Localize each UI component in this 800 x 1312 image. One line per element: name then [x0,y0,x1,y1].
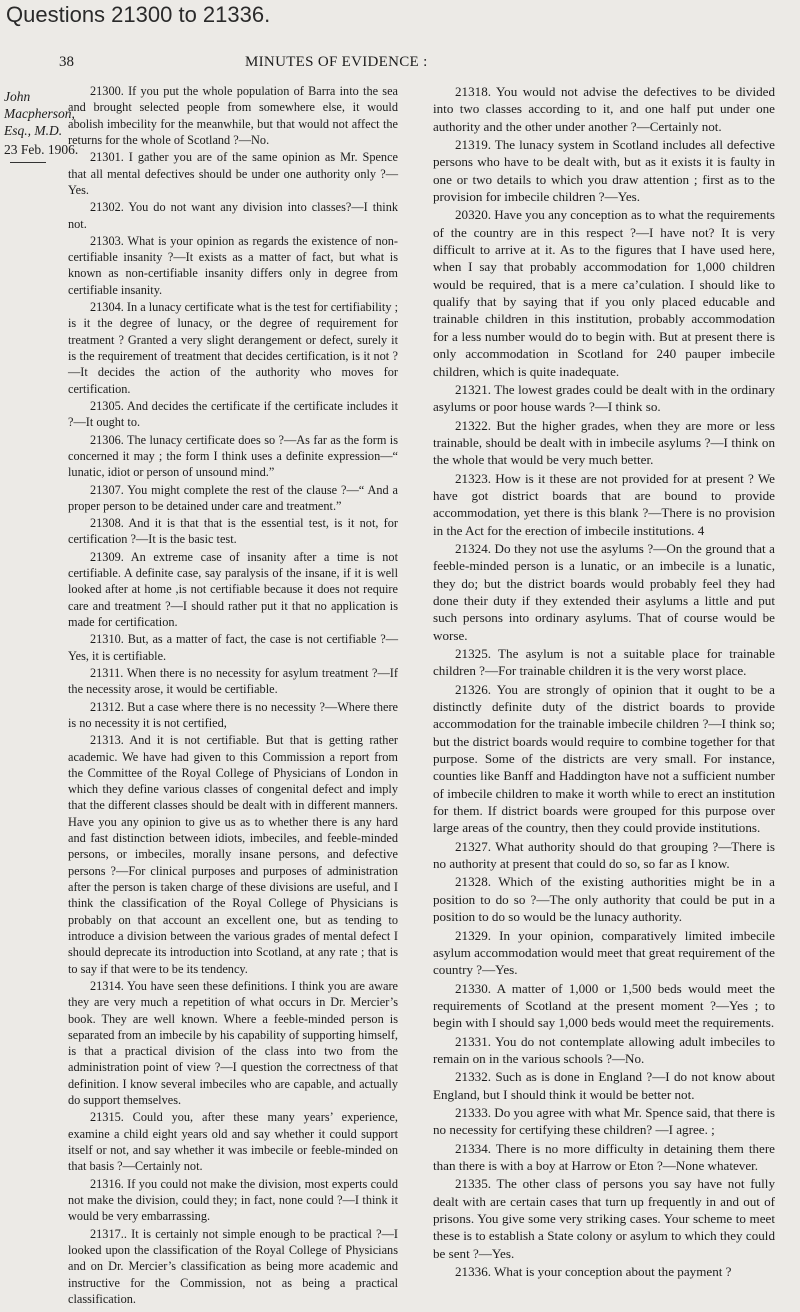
questions-range-label: Questions 21300 to 21336. [6,2,271,27]
question-paragraph: 21306. The lunacy certificate does so ?—As far as the form is concerned it may ; the form I think uses a definite expression—“ lunatic, idiot or person of unsound mind.” [68,432,398,480]
witness-name-line: Esq., M.D. [4,123,63,138]
question-paragraph: 21328. Which of the existing authorities might be in a position to do so ?—The only authority that could be put in a position to do so would be the lunacy authority. [433,874,775,925]
question-paragraph: 21334. There is no more difficulty in detaining them there than there is with a boy at Harrow or Eton ?—None whatever. [433,1140,775,1173]
question-paragraph: 21324. Do they not use the asylums ?—On the ground that a feeble-minded person is a lunatic, or an imbecile is a lunatic, they do; but the district boards would probably feel they had done their duty if they extended their asylums a little and put such persons into ordinary asylums. That of course would be worse. [433,540,775,643]
question-paragraph: 21312. But a case where there is no necessity ?—Where there is no necessity it is not certified, [68,699,398,730]
question-paragraph: 21333. Do you agree with what Mr. Spence said, that there is no necessity for certifying these children? —I agree. ; [433,1104,775,1138]
question-paragraph: 21308. And it is that that is the essential test, is it not, for certification ?—It is the basic test. [68,516,398,547]
question-paragraph: 21302. You do not want any division into classes?—I think not. [68,200,398,231]
question-paragraph: 21329. In your opinion, comparatively limited imbecile asylum accommodation would meet that great requirement of the country ?—Yes. [433,927,775,978]
witness-name-line: Macpherson, [4,106,75,121]
question-paragraph: 21327. What authority should do that grouping ?—There is no authority at present that could do so, so far as I know. [433,838,775,872]
witness-margin-note [4,88,78,163]
question-paragraph: 21301. I gather you are of the same opinion as Mr. Spence that all mental defectives should be under one authority only ?—Yes. [68,150,398,197]
question-paragraph: 21317.. It is certainly not simple enough to be practical ?—I looked upon the classification of the Royal College of Physicians and on Dr. Mercier’s classification as being more academic and instructive for the Commission, not as being a practical classification. [68,1226,398,1306]
running-title: MINUTES OF EVIDENCE : [245,54,428,70]
witness-name-line: John [4,89,31,104]
question-paragraph: 21326. You are strongly of opinion that it ought to be a distinctly definite duty of the district boards to provide accommodation for the trainable imbecile children ?—I think so; but the district boards would require to combine together for that purpose. Some of the districts are very small. For instance, counties like Banff and Haddington have not a sufficient number of imbecile children to make it worth while to erect an institution for them. If district boards were grouped for this purpose over large areas of the country, then they could provide institutions. [433,681,775,836]
question-paragraph: 21322. But the higher grades, when they are more or less trainable, should be dealt with in imbecile asylums ?—I think on the whole that would be very much better. [433,417,775,468]
question-paragraph: 21300. If you put the whole population of Barra into the sea and brought selected people from somewhere else, it would abolish imbecility for the meanwhile, but that would not affect the returns for the whole of Scotland ?—No. [68,84,398,147]
question-paragraph: 21321. The lowest grades could be dealt with in the ordinary asylums or poor house wards ?—I think so. [433,381,775,415]
question-paragraph: 21309. An extreme case of insanity after a time is not certifiable. A definite case, say paralysis of the insane, if it is well looked after at home ,is not certifiable because it does not require care and treatment ?—I should rather put it that no application is made for certification. [68,549,398,629]
right-column [433,83,775,1281]
question-paragraph: 21307. You might complete the rest of the clause ?—“ And a proper person to be detained under care and treatment.” [68,482,398,513]
left-column [68,83,398,1308]
question-paragraph: 20320. Have you any conception as to what the requirements of the country are in this respect ?—I have not? It is very difficult to arrive at it. As to the figures that I have used here, when I say that probably accommodation for 1,000 children would be required, that is a mere ca’culation. I should like to qualify that by saying that if you only placed educable and trainable children in this institution, probably accommodation for a less number would do to begin with. But at present there is only accommodation in Scotland for 240 pauper imbecile children, which is quite inadequate. [433,207,775,379]
question-paragraph: 21316. If you could not make the division, most experts could not make the division, could they; in fact, none could ?—I think it would be very embarrassing. [68,1176,398,1224]
question-paragraph: 21336. What is your conception about the payment ? [455,1264,732,1280]
question-paragraph: 21332. Such as is done in England ?—I do not know about England, but I should think it would be better not. [433,1069,775,1102]
question-paragraph: 21335. The other class of persons you say have not fully dealt with are certain cases that turn up frequently in and out of prisons. You give some very striking cases. Your scheme to meet these is to establish a State colony or asylum to which they could be sent ?—Yes. [433,1176,775,1261]
question-paragraph: 21325. The asylum is not a suitable place for trainable children ?—For trainable children it is the very worst place. [433,646,775,679]
question-paragraph: 21304. In a lunacy certificate what is the test for certifiability ; is it the degree of lunacy, or the degree of requirement for treatment ? Granted a very slight derangement or defect, surely it is the requirement of treatment that decides certification, is it not ?—It decides the action of the authority who moves for certification. [68,300,398,396]
margin-divider [10,162,46,163]
witness-date: 23 Feb. 1906. [4,142,79,157]
question-paragraph: 21330. A matter of 1,000 or 1,500 beds would meet the requirements of Scotland at the present moment ?—Yes ; to begin with I should say 1,000 beds would meet the requirements. [433,980,775,1031]
question-paragraph: 21305. And decides the certificate if the certificate includes it ?—It ought to. [68,398,398,430]
question-paragraph: 21331. You do not contemplate allowing adult imbeciles to remain on in the various schools ?—No. [433,1033,775,1066]
question-paragraph: 21323. How is it these are not provided for at present ? We have got district boards that are bound to provide accommodation, yet there is this blank ?—There is no provision in the Act for the erection of imbecile institutions. 4 [433,470,775,538]
question-paragraph: 21318. You would not advise the defectives to be divided into two classes according to it, and one half put under one authority and the other under another ?—Certainly not. [433,84,775,134]
question-paragraph: 21303. What is your opinion as regards the existence of non-certifiable insanity ?—It exists as a matter of fact, but what is known as non-certifiable insanity differs only in degree from certifiable insanity. [68,233,398,297]
question-paragraph: 21315. Could you, after these many years’ experience, examine a child eight years old and say whether it could support itself or not, and say whether it was imbecile or feeble-minded on that basis ?—Certainly not. [68,1110,398,1174]
question-paragraph: 21314. You have seen these definitions. I think you are aware they are very much a repetition of what occurs in Dr. Mercier’s book. They are well known. Where a feeble-minded person is separated from an imbecile by his capability of supporting himself, is that a practical division of the class into two from the administration point of view ?—I question the correctness of that definition. I know several imbeciles who are capable, and actually do support themselves. [68,978,398,1108]
question-paragraph: 21313. And it is not certifiable. But that is getting rather academic. We have had given to this Commission a report from the Committee of the Royal College of Physicians of London in which they define various classes of congenital defect and imply that the different classes should be dealt with in different manners. Have you any opinion to give us as to whether there is any hard and fast distinction between idiots, imbeciles, and feeble-minded persons, or imbeciles, morally insane persons, and defective persons ?—For clinical purposes and purposes of administration after the person is taken charge of these divisions are useful, and I think the classification of the Royal College of Physicians is probably on that account an excellent one, but as tending to introduce a division between the various grades of mental defect I should deprecate its introduction into Scotland, at any rate ; that is to say if that were to be its tendency. [68,733,398,976]
question-paragraph: 21319. The lunacy system in Scotland includes all defective persons who have to be dealt with, but as it exists it is faulty in one or two details to which you draw attention ; first as to the provision for imbecile children ?—Yes. [433,137,775,205]
question-paragraph: 21310. But, as a matter of fact, the case is not certifiable ?—Yes, it is certifiable. [68,632,398,663]
page-number: 38 [59,54,74,70]
question-paragraph: 21311. When there is no necessity for asylum treatment ?—If the necessity arose, it would be certifiable. [68,665,398,697]
